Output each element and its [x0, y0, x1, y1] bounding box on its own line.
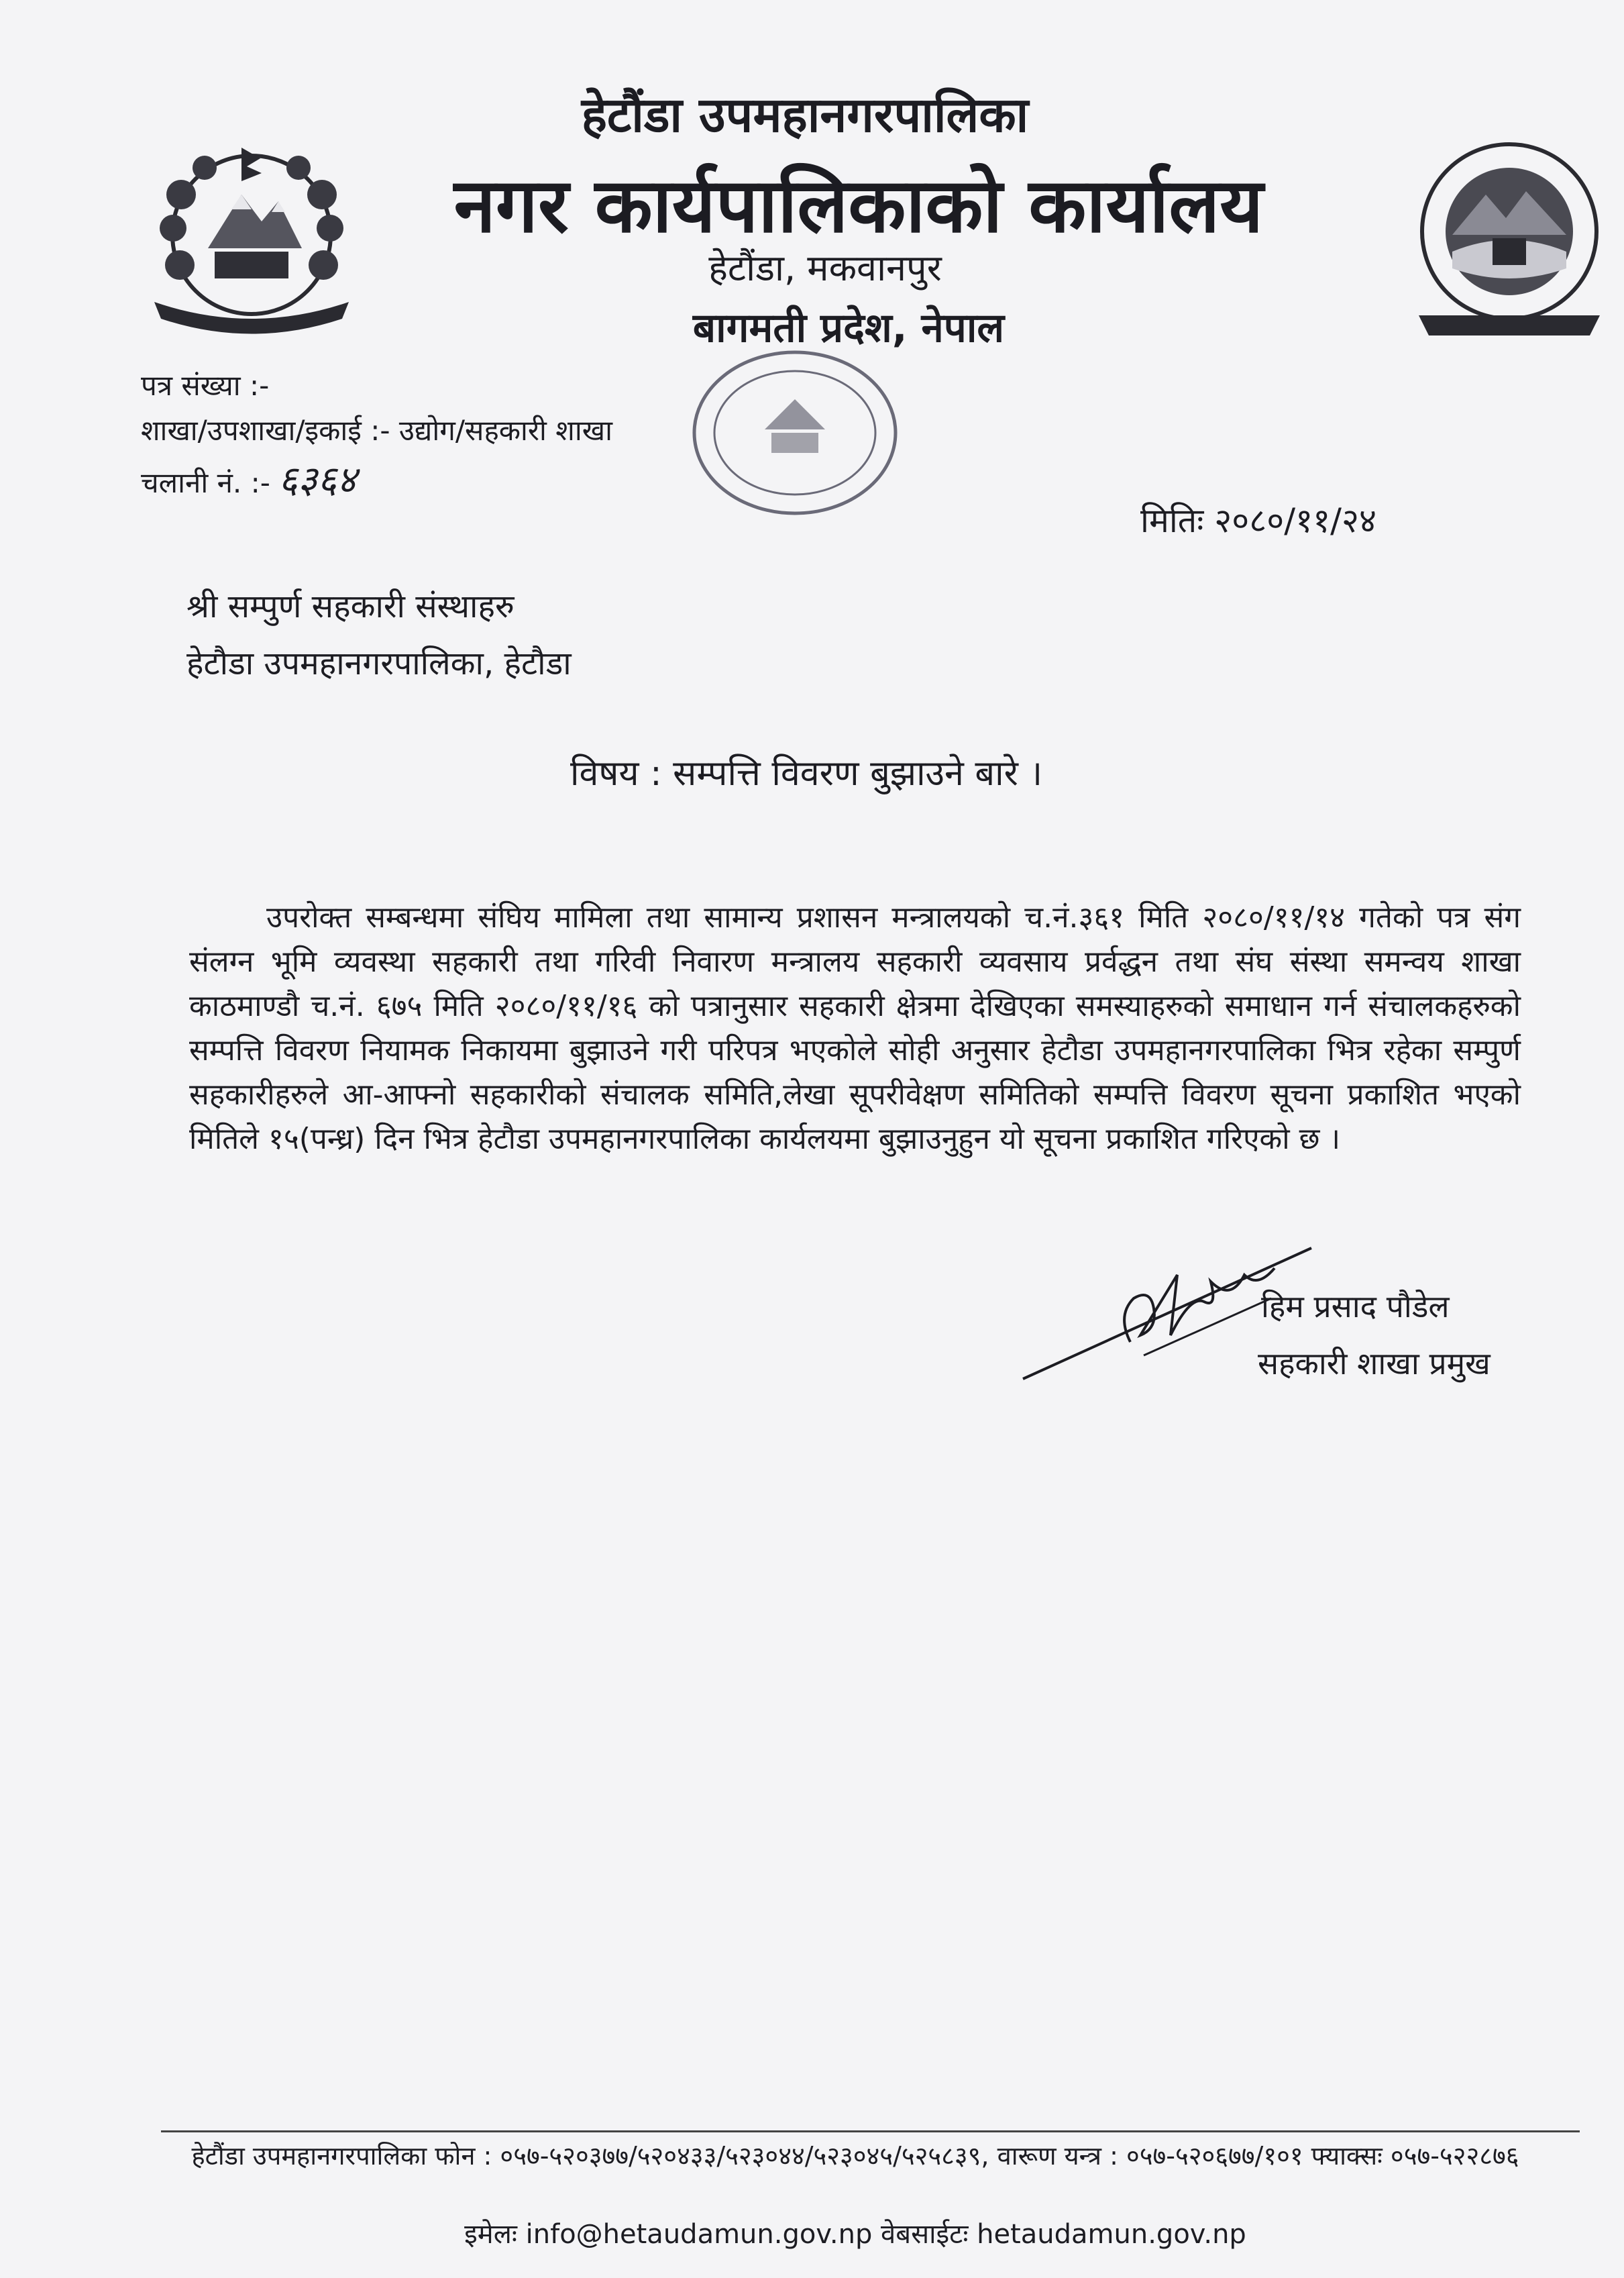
footer-email-website: इमेलः info@hetaudamun.gov.np वेबसाईटः hetaudamun.gov.np: [464, 2219, 1246, 2250]
recipient-line-2: हेटौडा उपमहानगरपालिका, हेटौडा: [186, 645, 572, 682]
footer-divider: [161, 2130, 1580, 2132]
letter-subject: विषय : सम्पत्ति विवरण बुझाउने बारे ।: [570, 754, 1043, 794]
dispatch-number-label: चलानी नं. :-: [141, 466, 270, 499]
city-line: हेटौंडा, मकवानपुर: [708, 247, 942, 289]
letter-body: उपरोक्त सम्बन्धमा संघिय मामिला तथा सामान्य प्रशासन मन्त्रालयको च.नं.३६१ मिति २०८०/११/१४ गतेको पत्र संग संलग्न भूमि व्यवस्था सहकारी तथा गरिवी निवारण मन्त्रालय सहकारी व्यवसाय प्रर्वद्धन तथा संघ संस्था समन्वय शाखा काठमाण्डौ च.नं. ६७५ मिति २०८०/११/१६ को पत्रानुसार सहकारी क्षेत्रमा देखिएका समस्याहरुको समाधान गर्न संचालकहरुको सम्पत्ति विवरण नियामक निकायमा बुझाउने गरी परिपत्र भएकोले सोही अनुसार हेटौडा उपमहानगरपालिका भित्र रहेका सम्पुर्ण सहकारीहरुले आ-आफ्नो सहकारीको संचालक समिति,लेखा सूपरीवेक्षण समितिको सम्पत्ति विवरण सूचना प्रकाशित भएको मितिले १५(पन्ध्र) दिन भित्र हेटौडा उपमहानगरपालिका कार्यलयमा बुझाउनुहुन यो सूचना प्रकाशित गरिएको छ ।: [189, 900, 1521, 1156]
signatory-name: हिम प्रसाद पौडेल: [1261, 1288, 1450, 1325]
nepal-emblem-icon: [141, 134, 362, 349]
office-name: नगर कार्यपालिकाको कार्यालय: [453, 162, 1264, 250]
official-stamp-icon: [678, 335, 912, 537]
hetauda-municipality-logo-icon: [1412, 134, 1607, 342]
municipality-name: हेटौंडा उपमहानगरपालिका: [581, 87, 1029, 143]
signatory-title: सहकारी शाखा प्रमुख: [1258, 1345, 1491, 1382]
province-line: बागमती प्रदेश, नेपाल: [692, 305, 1005, 352]
dispatch-line: [141, 453, 356, 504]
letter-date: मितिः २०८०/११/२४: [1140, 501, 1376, 540]
recipient-line-1: श्री सम्पुर्ण सहकारी संस्थाहरु: [186, 588, 515, 625]
footer-contact: हेटौंडा उपमहानगरपालिका फोन : ०५७-५२०३७७/५२०४३३/५२३०४४/५२३०४५/५२५८३९, वारूण यन्त्र : ०५७-५२०६७७/१०१ फ्याक्सः ०५७-५२२८७६: [191, 2141, 1519, 2171]
branch-line: शाखा/उपशाखा/इकाई :- उद्योग/सहकारी शाखा: [141, 414, 612, 447]
dispatch-number-handwritten: ६३६४: [278, 458, 357, 502]
letter-number-label: पत्र संख्या :-: [141, 369, 270, 402]
